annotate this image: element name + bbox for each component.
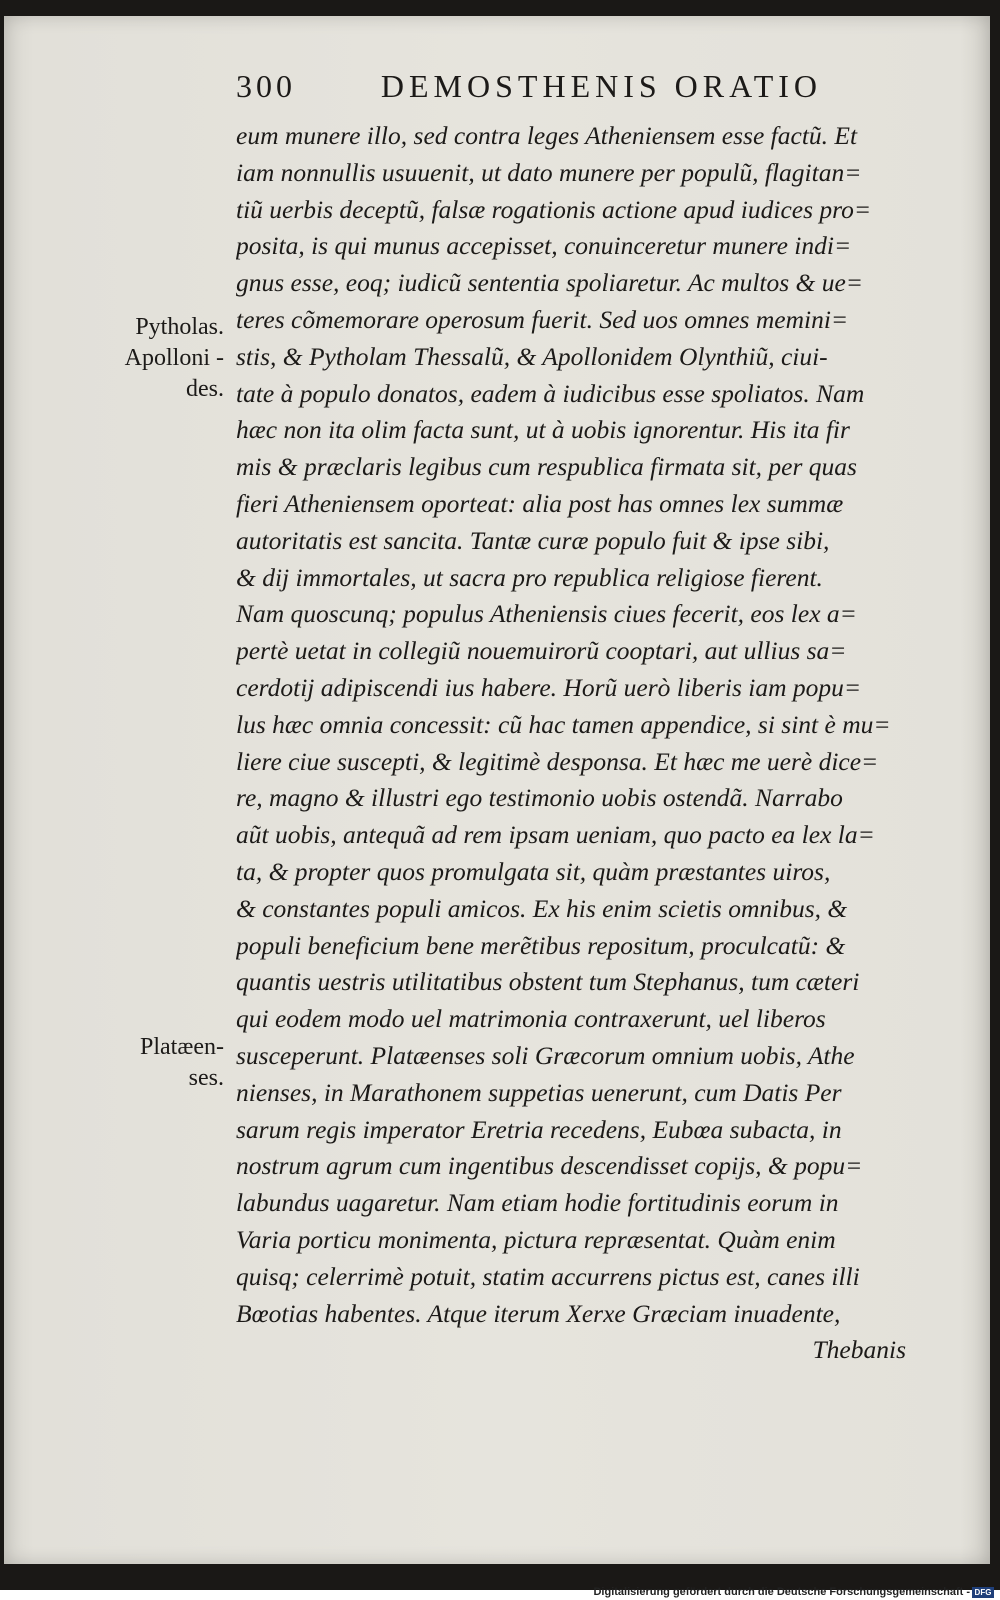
- text-line: mis & præclaris legibus cum respublica firmata sit, per quas: [236, 452, 857, 482]
- text-line: re, magno & illustri ego testimonio uobis ostendã. Narrabo: [236, 783, 843, 813]
- text-line: aũt uobis, antequã ad rem ipsam ueniam, quo pacto ea lex la=: [236, 820, 875, 850]
- text-line: tate à populo donatos, eadem à iudicibus esse spoliatos. Nam: [236, 378, 865, 408]
- text-line: lus hæc omnia concessit: cũ hac tamen appendice, si sint è mu=: [236, 709, 891, 739]
- text-line: nostrum agrum cum ingentibus descendisset copijs, & popu=: [236, 1151, 863, 1181]
- text-line: sarum regis imperator Eretria recedens, Eubœa subacta, in: [236, 1114, 842, 1144]
- text-line: hæc non ita olim facta sunt, ut à uobis ignorentur. His ita fir: [236, 415, 850, 445]
- text-line: populi beneficium bene merẽtibus repositum, proculcatũ: &: [236, 930, 846, 960]
- text-line: nienses, in Marathonem suppetias uenerunt, cum Datis Per: [236, 1077, 842, 1107]
- footer-credit: Digitalisierung gefördert durch die Deutsche Forschungsgemeinschaft -: [593, 1586, 970, 1598]
- text-line: & dij immortales, ut sacra pro republica religiose fierent.: [236, 562, 823, 592]
- margin-note-plataeenses: [64, 1032, 224, 1094]
- dfg-logo: DFG: [972, 1587, 994, 1598]
- text-line: iam nonnullis usuuenit, ut dato munere per populũ, flagitan=: [236, 157, 862, 187]
- text-line: gnus esse, eoq; iudicũ sententia spoliaretur. Ac multos & ue=: [236, 268, 864, 298]
- text-line: susceperunt. Platæenses soli Græcorum omnium uobis, Athe: [236, 1040, 855, 1070]
- text-line: autoritatis est sancita. Tantæ curæ populo fuit & ipse sibi,: [236, 525, 830, 555]
- text-line: qui eodem modo uel matrimonia contraxerunt, uel liberos: [236, 1004, 826, 1034]
- running-head: [236, 68, 822, 108]
- text-line: tiũ uerbis deceptũ, falsæ rogationis actione apud iudices pro=: [236, 194, 872, 224]
- text-line: labundus uagaretur. Nam etiam hodie fortitudinis eorum in: [236, 1188, 839, 1218]
- page-number: 300: [236, 68, 296, 104]
- margin-note-pytholas: [64, 312, 224, 405]
- text-line: & constantes populi amicos. Ex his enim scietis omnibus, &: [236, 893, 848, 923]
- text-line: cerdotij adipiscendi ius habere. Horũ uerò liberis iam popu=: [236, 672, 862, 702]
- text-line: fieri Atheniensem oporteat: alia post has omnes lex summæ: [236, 488, 844, 518]
- text-line: posita, is qui munus accepisset, conuinceretur munere indi=: [236, 231, 852, 261]
- margin-note-line: Pytholas.: [135, 314, 224, 340]
- catchword: Thebanis: [812, 1335, 906, 1365]
- text-line: eum munere illo, sed contra leges Atheniensem esse factũ. Et: [236, 121, 858, 150]
- running-title: DEMOSTHENIS ORATIO: [380, 68, 822, 104]
- margin-note-line: Apolloni -: [124, 345, 224, 371]
- body-text: [236, 118, 916, 1369]
- text-line: Bœotias habentes. Atque iterum Xerxe Græciam inuadente,: [236, 1298, 841, 1328]
- text-line: pertè uetat in collegiũ nouemuirorũ cooptari, aut ullius sa=: [236, 636, 847, 666]
- text-line: ta, & propter quos promulgata sit, quàm præstantes uiros,: [236, 856, 831, 886]
- margin-note-line: ses.: [188, 1065, 224, 1091]
- text-line: liere ciue suscepti, & legitimè desponsa. Et hæc me uerè dice=: [236, 746, 879, 776]
- text-line: quantis uestris utilitatibus obstent tum Stephanus, tum cæteri: [236, 967, 860, 997]
- text-line: Nam quoscunq; populus Atheniensis ciues fecerit, eos lex a=: [236, 599, 857, 629]
- margin-note-line: Platæen-: [140, 1034, 224, 1060]
- text-line: teres cõmemorare operosum fuerit. Sed uos omnes memini=: [236, 304, 849, 334]
- margin-note-line: des.: [186, 376, 224, 402]
- text-line: quisq; celerrimè potuit, statim accurrens pictus est, canes illi: [236, 1261, 860, 1291]
- text-line: Varia porticu monimenta, pictura repræsentat. Quàm enim: [236, 1224, 836, 1254]
- text-line: stis, & Pytholam Thessalũ, & Apollonidem Olynthiũ, ciui-: [236, 341, 828, 371]
